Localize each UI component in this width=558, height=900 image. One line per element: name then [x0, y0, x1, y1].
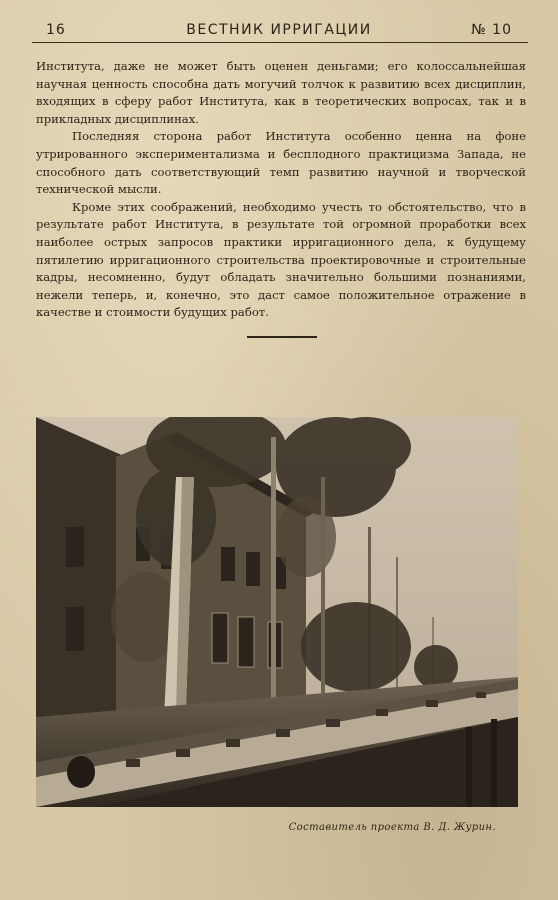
page-header: [0, 20, 558, 42]
section-separator: [247, 336, 317, 338]
photo-illustration: [36, 417, 518, 807]
paragraph-1: Института, даже не может быть оценен деньгами; его колоссальнейшая научная ценность способна дать могучий толчок к развитию всех дисциплин, входящих в сферу работ Института, как в теоретических вопросах, так и в прикладных дисциплинах.: [36, 59, 526, 126]
photo-caption: Составитель проекта В. Д. Журин.: [288, 822, 496, 833]
paragraph-2: Последняя сторона работ Института особенно ценна на фоне утрированного экспериментализма и бесплодного практицизма Запада, не способного дать соответствующий темп развитию научной и творческой технической мысли.: [36, 129, 526, 197]
article-text: [36, 58, 526, 322]
page-number: 16: [46, 22, 66, 38]
building-photo: [36, 417, 518, 807]
issue-number: № 10: [471, 22, 512, 38]
journal-title: ВЕСТНИК ИРРИГАЦИИ: [186, 22, 372, 38]
header-rule: [32, 42, 528, 43]
paragraph-3: Кроме этих соображений, необходимо учесть то обстоятельство, что в результате работ Института, в результате той огромной проработки всех наиболее острых запросов практики ирригационного дела, к будущему пятилетию ирригационного строительства проектировочные и строительные кадры, несомненно, будут обладать значительно большими познаниями, нежели теперь, и, конечно, это даст самое положительное отражение в качестве и стоимости будущих работ.: [36, 199, 526, 320]
